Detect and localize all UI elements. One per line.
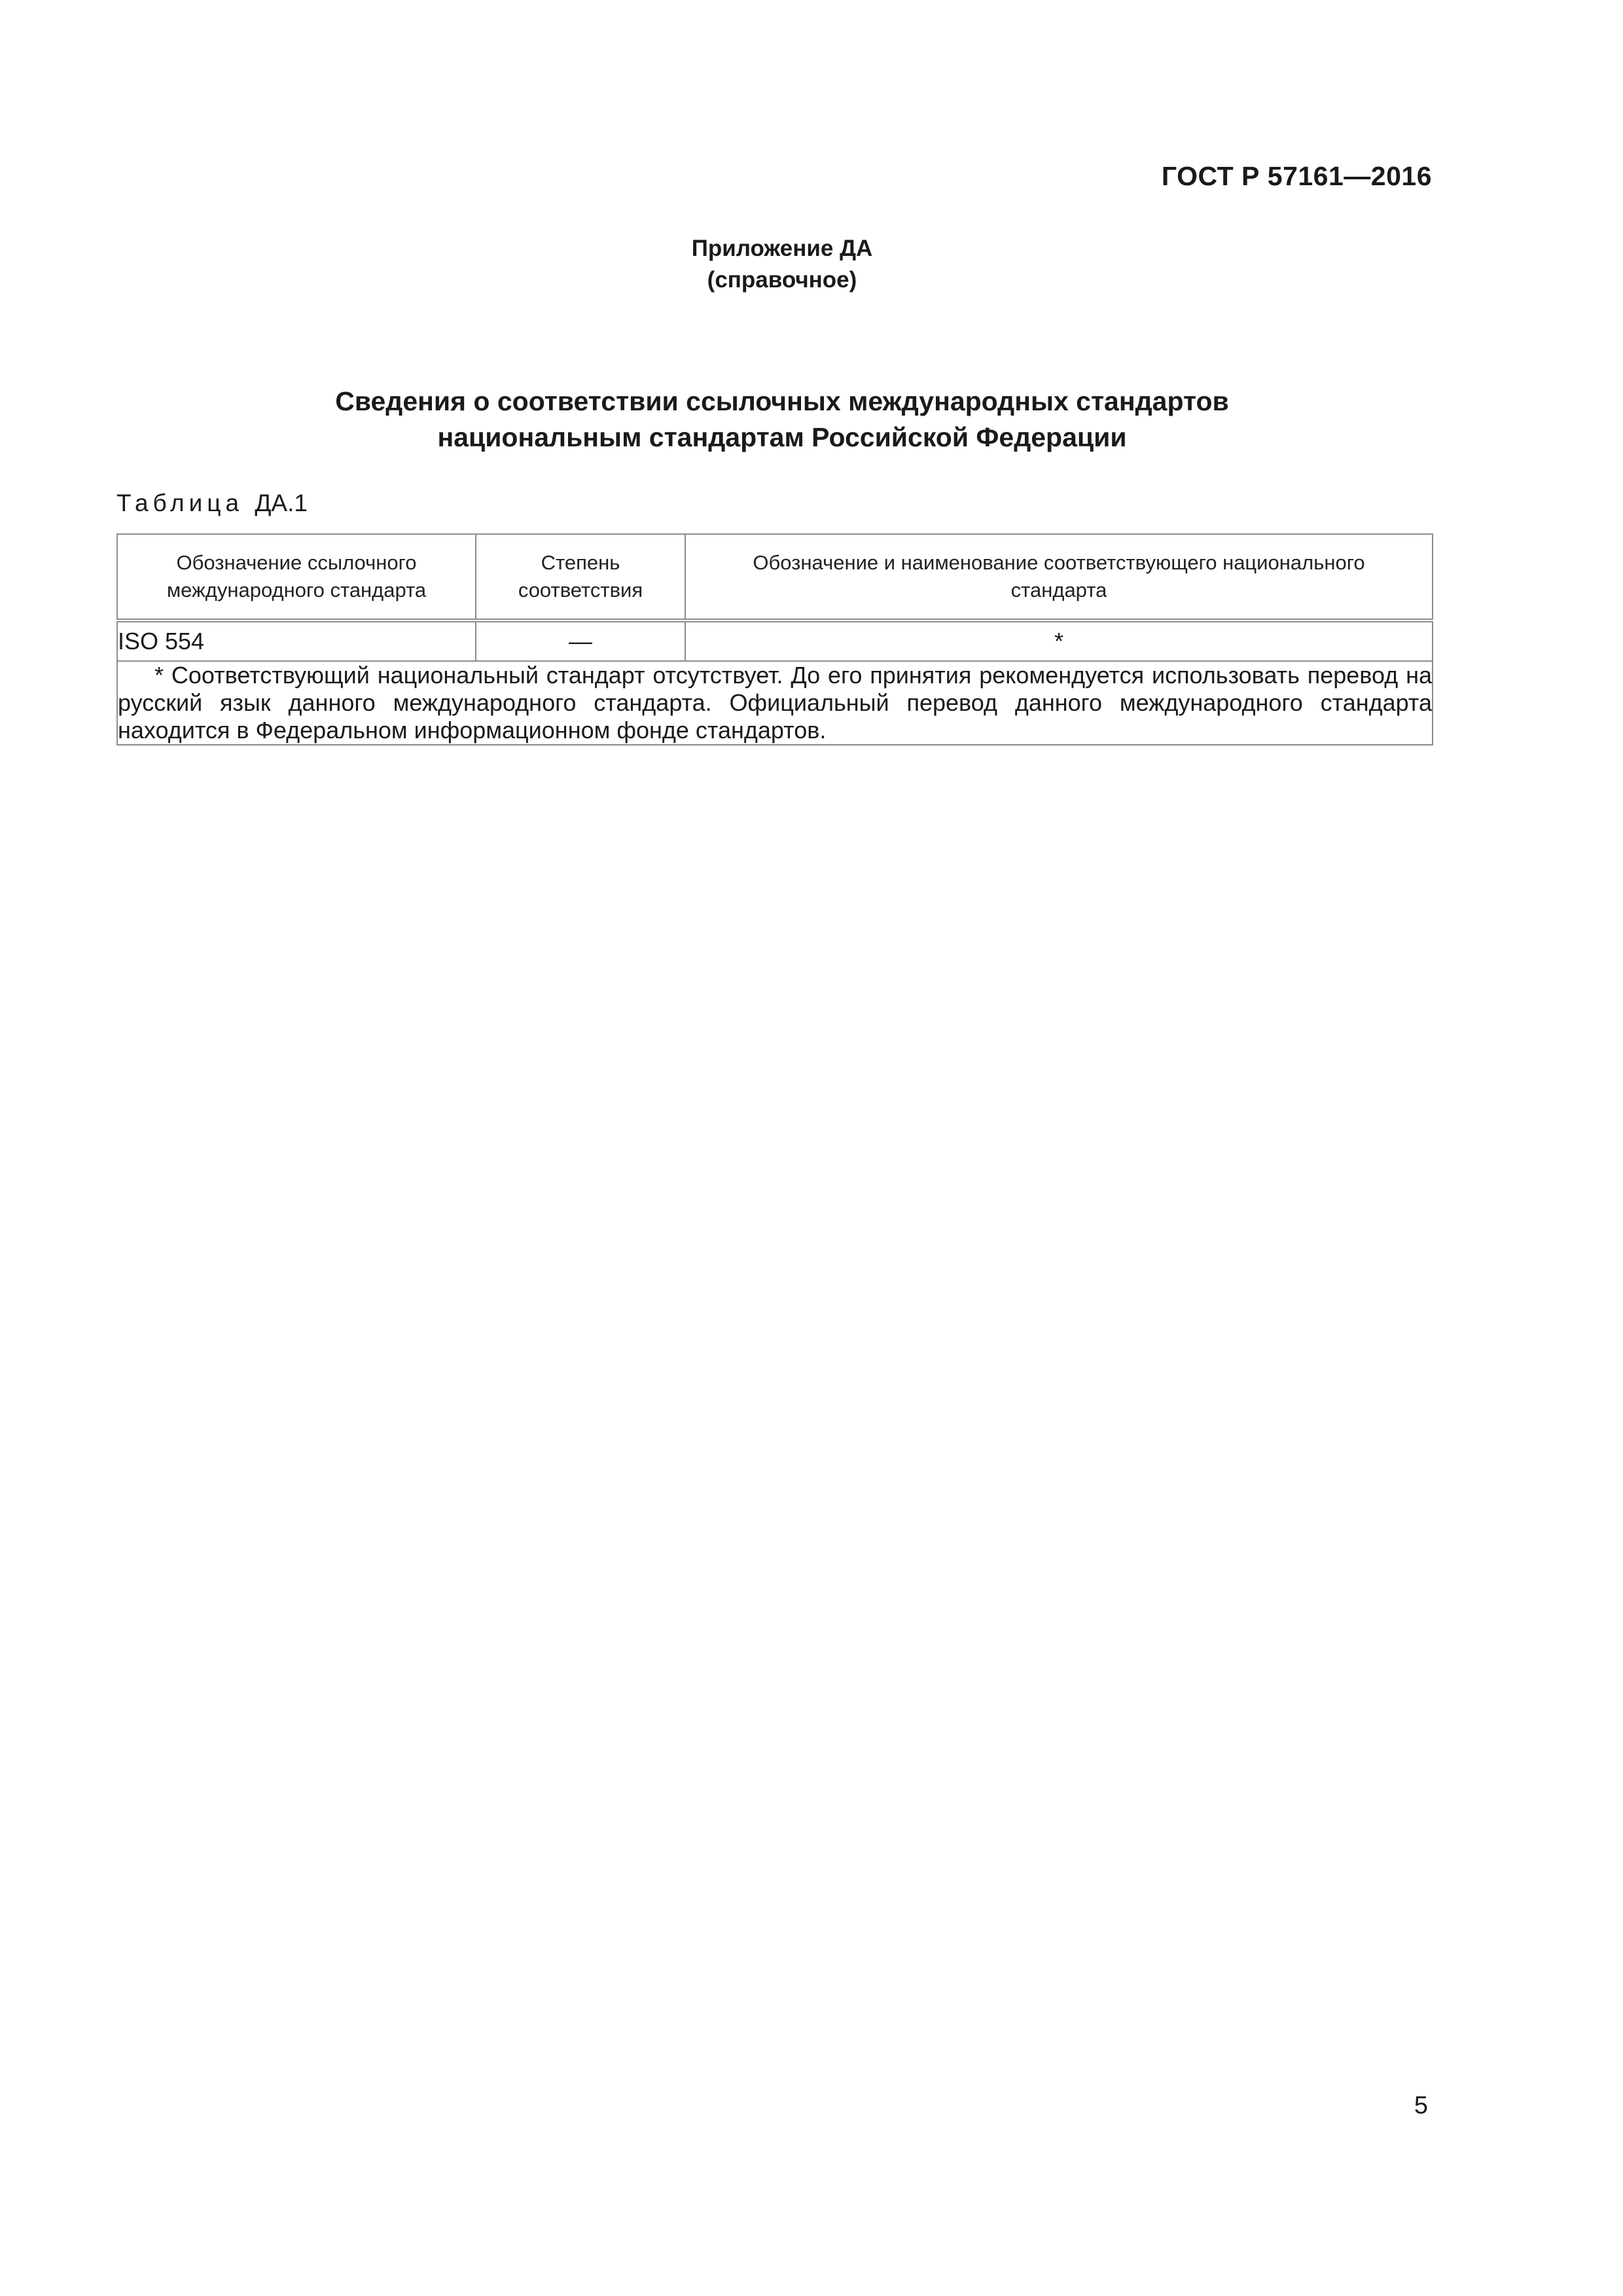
cell-intl-standard: ISO 554: [117, 620, 476, 661]
table-note-row: [117, 661, 1433, 745]
table-footnote: * Соответствующий национальный стандарт отсутствует. До его принятия рекомендуется использовать перевод на русский язык данного международного стандарта. Официальный перевод данного международного стандарта находится в Федеральном информационном фонде стандартов.: [118, 662, 1432, 744]
table-caption: [116, 490, 308, 517]
cell-degree: —: [476, 620, 685, 661]
page-number: 5: [1414, 2092, 1428, 2119]
header-national-standard: Обозначение и наименование соответствующего национального стандарта: [685, 534, 1433, 620]
section-title-line-2: национальным стандартам Российской Федерации: [437, 422, 1127, 452]
table-caption-number: ДА.1: [255, 490, 308, 516]
section-title: [0, 384, 1564, 456]
annex-title: Приложение ДА: [691, 236, 873, 261]
header-intl-standard: Обозначение ссылочного международного стандарта: [117, 534, 476, 620]
annex-heading: [0, 233, 1564, 296]
table-caption-word: Таблица: [116, 490, 244, 516]
section-title-line-1: Сведения о соответствии ссылочных международных стандартов: [335, 386, 1229, 416]
annex-type: (справочное): [707, 267, 857, 293]
document-code: ГОСТ Р 57161—2016: [1161, 161, 1432, 191]
correspondence-table: [116, 533, 1433, 745]
table-row: [117, 620, 1433, 661]
table-header-row: [117, 534, 1433, 620]
header-degree: Степень соответствия: [476, 534, 685, 620]
cell-national-standard: *: [685, 620, 1433, 661]
